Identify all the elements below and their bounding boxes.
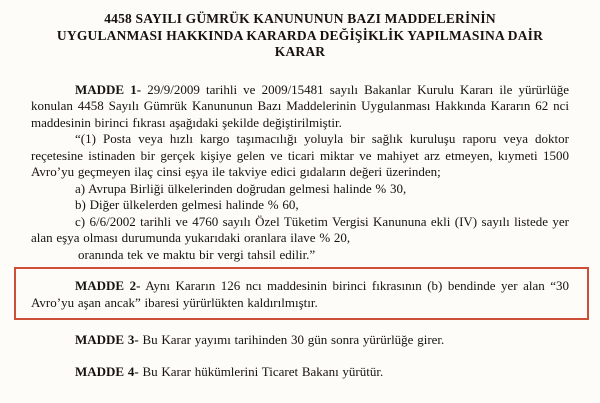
clause-b: b) Diğer ülkelerden gelmesi halinde % 60, [75,197,299,212]
madde-2-label: MADDE 2- [75,278,141,293]
madde-4-label: MADDE 4- [75,363,139,379]
title-line-3: KARAR [274,44,326,59]
madde-3-text: Bu Karar yayımı tarihinden 30 gün sonra yürürlüğe girer. [142,332,445,347]
paragraph-madde-2 [31,278,569,311]
closing-line: oranında tek ve maktu bir vergi tahsil edilir.” [78,246,316,262]
paragraph-madde-4 [31,364,569,381]
title-line-2: UYGULANMASI HAKKINDA KARARDA DEĞİŞİKLİK YAPILMASINA DAİR [56,27,544,43]
madde-4-text: Bu Karar hükümlerini Ticaret Bakanı yürütür. [142,363,384,379]
madde-2-text: Aynı Kararın 126 ncı maddesinin birinci fıkrasının (b) bendinde yer alan “30 Avro’yu aşan ancak” ibaresi yürürlükten kaldırılmıştır. [31,278,569,310]
clause-a: a) Avrupa Birliği ülkelerinden doğrudan gelmesi halinde % 30, [75,180,407,196]
highlight-box [14,267,589,320]
clause-c: c) 6/6/2002 tarihli ve 4760 sayılı Özel Tüketim Vergisi Kanununa ekli (IV) sayılı listede yer alan eşya olması durumunda yukarıdaki oranlara ilave % 20, [31,213,569,245]
madde-3-label: MADDE 3- [75,332,139,347]
paragraph-fikra-1: “(1) Posta veya hızlı kargo taşımacılığı yoluyla bir sağlık kuruluşu raporu veya doktor reçetesine istinaden bir gerçek kişiye gelen ve ticari miktar ve mahiyet arz etmeyen, kıymeti 1500 Avro’yu geçmeyen ilaç cinsi eşya ile takviye edici gıdaların değeri üzerinden; [31,131,569,179]
title-line-1: 4458 SAYILI GÜMRÜK KANUNUNUN BAZI MADDELERİNİN [104,11,496,26]
paragraph-madde-1 [31,82,569,132]
paragraph-madde-3 [31,332,569,349]
madde-1-text: 29/9/2009 tarihli ve 2009/15481 sayılı Bakanlar Kurulu Kararı ile yürürlüğe konulan 4458 Sayılı Gümrük Kanununun Bazı Maddelerinin Uygulanması Hakkında Kararın 62 nci maddesinin birinci fıkrası aşağıdaki şekilde değiştirilmiştir. [31,81,570,130]
madde-1-label: MADDE 1- [75,81,142,97]
document-title [31,11,569,61]
